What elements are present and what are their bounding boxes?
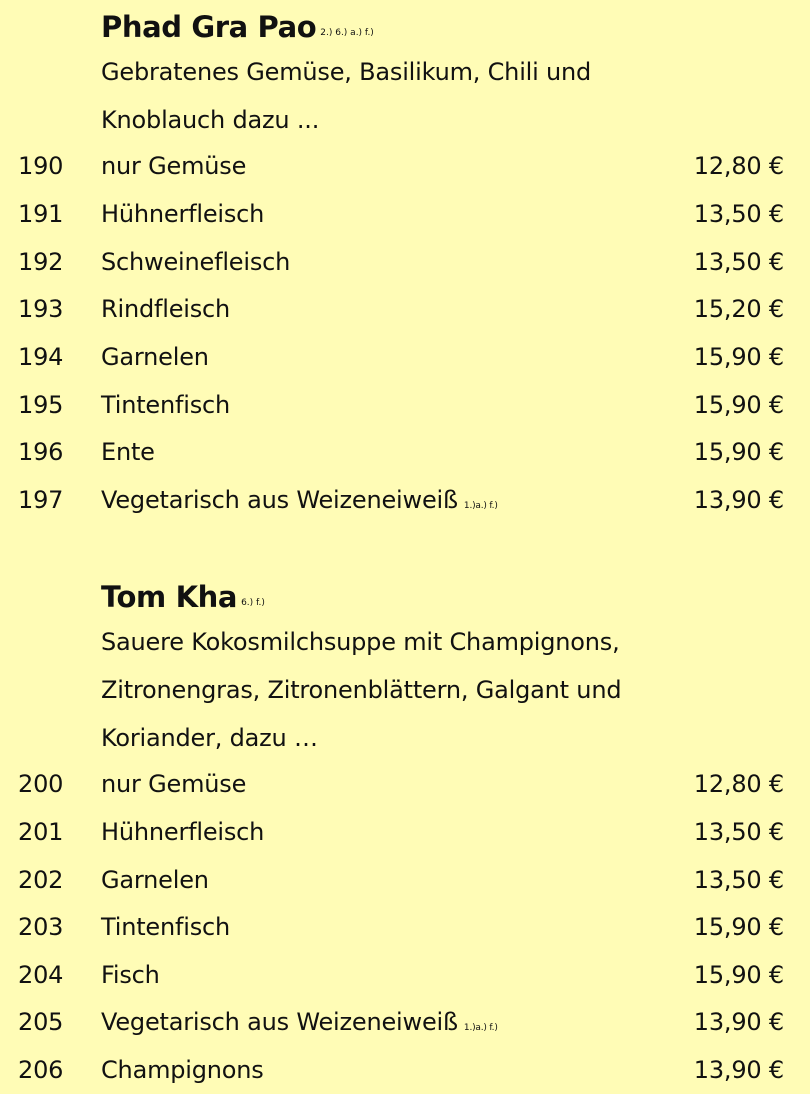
item-price: 13,90 € [693,1008,784,1036]
item-number: 197 [18,486,64,514]
item-name [101,238,290,286]
item-price: 12,80 € [693,152,784,180]
item-name-text: Garnelen [101,866,209,894]
item-number: 192 [18,248,64,276]
item-name-text: Champignons [101,1056,264,1084]
menu-item-row [0,951,810,999]
menu-item-row [0,476,810,524]
item-number: 205 [18,1008,64,1036]
item-price: 12,80 € [693,770,784,798]
allergen-codes: 1.)a.) f.) [463,1023,498,1033]
item-name-text: Tintenfisch [101,391,231,419]
section-description-line: Zitronengras, Zitronenblättern, Galgant und [101,676,622,704]
item-price: 13,50 € [693,200,784,228]
section-title: Phad Gra Pao [101,10,317,44]
item-name-text: Fisch [101,961,160,989]
item-name [101,285,230,333]
item-price: 15,20 € [693,295,784,323]
section-description-line: Sauere Kokosmilchsuppe mit Champignons, [101,628,620,656]
item-price: 15,90 € [693,438,784,466]
menu-item-row [0,238,810,286]
item-name [101,951,160,999]
item-name [101,381,230,429]
item-name [101,998,498,1052]
item-name [101,856,209,904]
item-name [101,428,155,476]
item-price: 15,90 € [693,961,784,989]
menu-item-row [0,142,810,190]
item-name [101,760,246,808]
item-name-text: Vegetarisch aus Weizeneiweiß [101,1008,458,1036]
item-name-text: Hühnerfleisch [101,200,265,228]
item-price: 13,50 € [693,248,784,276]
item-name-text: Ente [101,438,155,466]
item-name [101,808,264,856]
section-description-line: Koriander, dazu … [101,724,318,752]
allergen-codes: 6.) f.) [241,598,265,608]
menu-item-row [0,808,810,856]
menu-item-row [0,903,810,951]
item-name-text: Vegetarisch aus Weizeneiweiß [101,486,458,514]
section-heading [101,0,374,48]
section-description-line: Knoblauch dazu ... [101,106,320,134]
item-number: 196 [18,438,64,466]
section-title: Tom Kha [101,580,238,614]
menu-item-row [0,428,810,476]
item-number: 204 [18,961,64,989]
menu-item-row [0,1046,810,1094]
item-name [101,333,209,381]
item-name-text: nur Gemüse [101,152,247,180]
item-name [101,190,264,238]
item-number: 203 [18,913,64,941]
item-number: 201 [18,818,64,846]
menu-item-row [0,998,810,1046]
item-name-text: Schweinefleisch [101,248,291,276]
item-price: 15,90 € [693,391,784,419]
item-price: 15,90 € [693,343,784,371]
allergen-codes: 1.)a.) f.) [463,501,498,511]
item-price: 13,90 € [693,1056,784,1084]
menu-item-row [0,381,810,429]
item-number: 200 [18,770,64,798]
menu-item-row [0,285,810,333]
section-heading [101,570,265,618]
item-price: 13,90 € [693,486,784,514]
item-price: 13,50 € [693,866,784,894]
item-name-text: Garnelen [101,343,209,371]
menu-item-row [0,856,810,904]
item-name-text: Hühnerfleisch [101,818,265,846]
item-number: 194 [18,343,64,371]
menu-item-row [0,333,810,381]
menu-item-row [0,190,810,238]
item-number: 202 [18,866,64,894]
item-name [101,142,246,190]
item-number: 191 [18,200,64,228]
item-name-text: Rindfleisch [101,295,231,323]
item-number: 190 [18,152,64,180]
item-name-text: nur Gemüse [101,770,247,798]
item-number: 193 [18,295,64,323]
item-price: 13,50 € [693,818,784,846]
section-description-line: Gebratenes Gemüse, Basilikum, Chili und [101,58,592,86]
item-name-text: Tintenfisch [101,913,231,941]
item-price: 15,90 € [693,913,784,941]
item-number: 206 [18,1056,64,1084]
menu-item-row [0,760,810,808]
item-name [101,903,230,951]
item-name [101,1046,264,1094]
item-name [101,476,498,530]
allergen-codes: 2.) 6.) a.) f.) [320,28,374,38]
item-number: 195 [18,391,64,419]
